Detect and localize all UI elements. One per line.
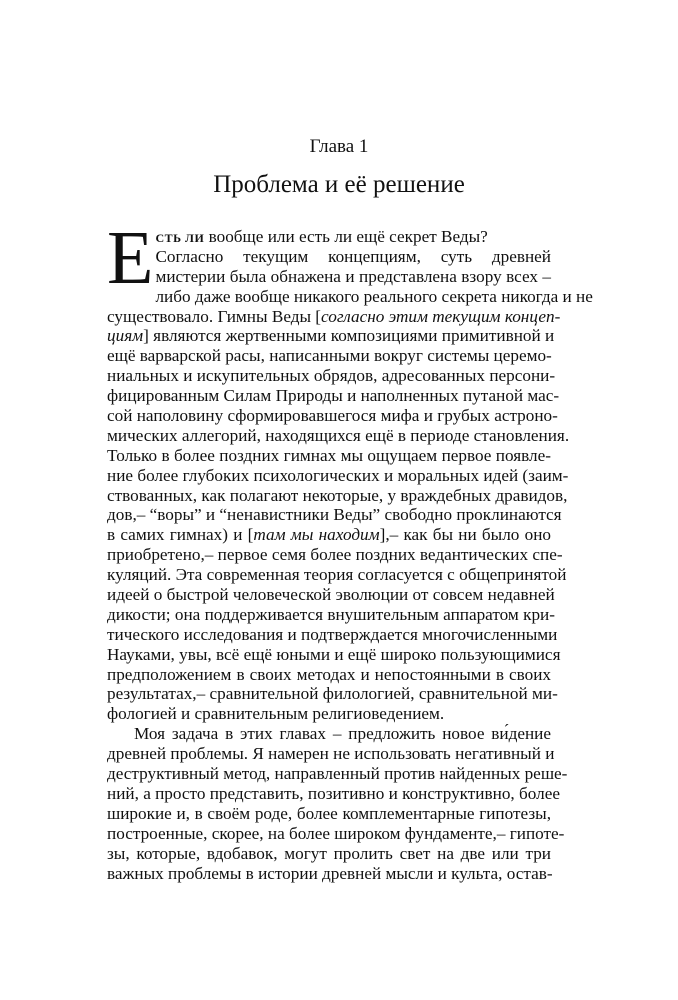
text-line: мистерии была обнажена и представлена взору всех – (155, 266, 551, 286)
text-line: важных проблемы в истории древней мысли и культа, остав- (107, 863, 553, 883)
text-line: существовало. Гимны Веды [согласно этим текущим концеп- (107, 306, 561, 326)
text-line: широкие и, в своём роде, более комплементарные гипотезы, (107, 803, 551, 823)
text-line: предположением в своих методах и непостоянными в своих (107, 664, 551, 684)
drop-cap: Е (107, 216, 154, 300)
small-caps-lead: СТЬ ЛИ (155, 231, 205, 245)
text-line: зы, которые, вдобавок, могут пролить свет на две или три (107, 843, 551, 863)
text-line: фицированным Силам Природы и наполненных путаной мас- (107, 386, 560, 406)
text-line: построенные, скорее, на более широком фундаменте,– гипоте- (107, 823, 565, 843)
text-line: циям] являются жертвенными композициями примитивной и (107, 326, 555, 346)
text-line: тического исследования и подтверждается многочисленными (107, 624, 558, 644)
text-line: приобретено,– первое семя более поздних ведантических спе- (107, 545, 563, 565)
text-line: СТЬ ЛИ вообще или есть ли ещё секрет Веды? (155, 227, 488, 246)
text-line: ниальных и искупительных обрядов, адресованных персони- (107, 366, 556, 386)
chapter-label: Глава 1 (309, 136, 369, 157)
text-line: куляций. Эта современная теория согласуется с общепринятой (107, 565, 567, 585)
italic-insert: циям (107, 326, 144, 346)
text-line: ещё варварской расы, написанными вокруг системы церемо- (107, 346, 552, 366)
text-line: ний, а просто представить, позитивно и конструктивно, более (107, 783, 560, 803)
text-line: Науками, увы, всё ещё юными и ещё широко пользующимися (107, 644, 561, 664)
text-line: либо даже вообще никакого реального секрета никогда и не (155, 286, 593, 306)
text-line: ствованных, как полагают некоторые, у враждебных дравидов, (107, 485, 568, 505)
italic-insert: согласно этим текущим концеп- (321, 306, 561, 326)
text-line: дикости; она поддерживается внушительным аппаратом кри- (107, 604, 555, 624)
text-line: древней проблемы. Я намерен не использовать негативный и (107, 744, 555, 764)
text-line: Только в более поздних гимнах мы ощущаем первое появле- (107, 445, 551, 465)
text-line: сой наполовину сформировавшегося мифа и грубых астроно- (107, 406, 558, 426)
text-line: результатах,– сравнительной филологией, сравнительной ми- (107, 684, 558, 704)
chapter-title: Проблема и её решение (213, 171, 465, 198)
text-line: дов,– “воры” и “ненавистники Веды” свободно проклинаются (107, 505, 562, 525)
text-line: идеей о быстрой человеческой эволюции от совсем недавней (107, 585, 555, 605)
text-line: ние более глубоких психологических и моральных идей (заим- (107, 465, 569, 485)
text-line: деструктивный метод, направленный против найденных реше- (107, 764, 568, 784)
body-text (107, 216, 593, 883)
italic-insert: там мы находим (253, 525, 380, 545)
text-line: Согласно текущим концепциям, суть древней (155, 246, 551, 266)
text-line: Моя задача в этих главах – предложить новое ви́дение (134, 724, 551, 744)
text-line: в самих гимнах) и [там мы находим],– как бы ни было оно (107, 525, 551, 545)
text-line: фологией и сравнительным религиоведением. (107, 704, 445, 724)
text-line: мических аллегорий, находящихся ещё в периоде становления. (107, 425, 570, 445)
